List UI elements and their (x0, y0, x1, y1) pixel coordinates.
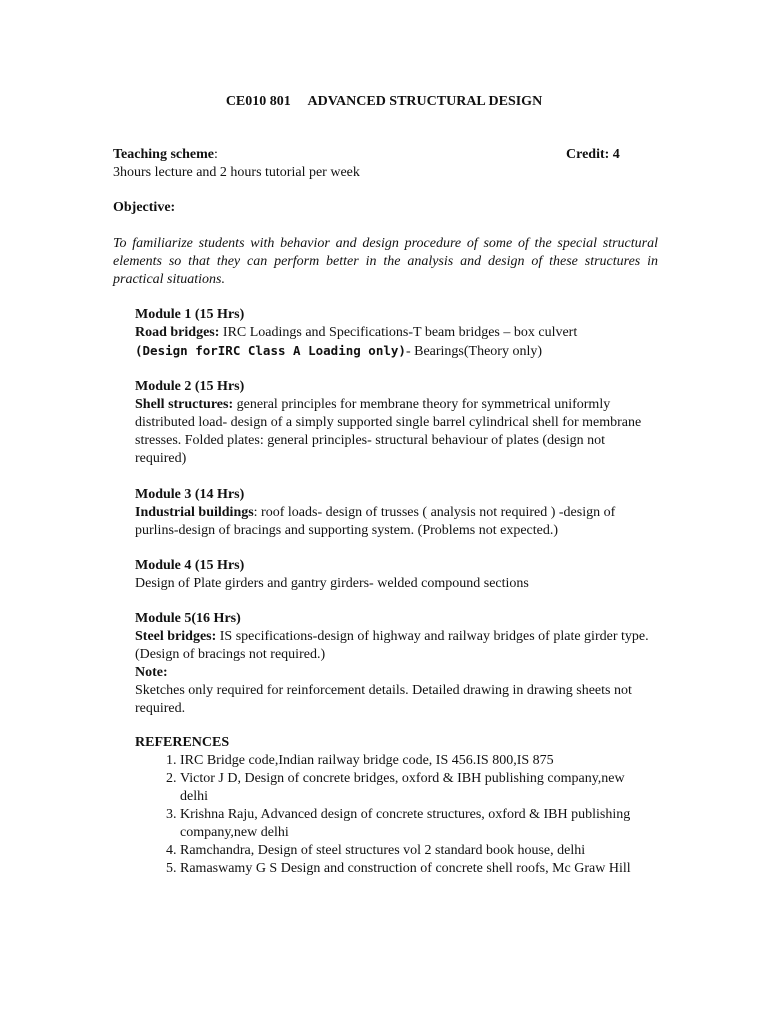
module-heading: Module 5(16 Hrs) (135, 611, 241, 626)
module-1 (135, 306, 650, 361)
module-text: general principles for membrane theory for symmetrical uniformly distributed load- design of a simply supported single barrel cylindrical shell for membrane stresses. Folded plates: general principles- structural behaviour of plates (design not required) (135, 397, 642, 466)
module-heading: Module 4 (15 Hrs) (135, 558, 245, 573)
module-text: IRC Loadings and Specifications-T beam bridges – box culvert (219, 325, 578, 340)
module-design-note: (Design forIRC Class A Loading only) (135, 343, 406, 358)
module-text: IS specifications-design of highway and railway bridges of plate girder type.(Design of bracings not required.) (135, 629, 649, 662)
reference-item: 1. IRC Bridge code,Indian railway bridge code, IS 456.IS 800,IS 875 (180, 752, 655, 770)
course-name: ADVANCED STRUCTURAL DESIGN (307, 94, 543, 109)
teaching-scheme-colon: : (213, 147, 218, 162)
module-3 (135, 486, 650, 540)
module-topic: Steel bridges: (135, 629, 217, 644)
page-title (0, 93, 768, 111)
course-code: CE010 801 (225, 94, 291, 109)
module-heading: Module 2 (15 Hrs) (135, 379, 245, 394)
module-text: Design of Plate girders and gantry girders- welded compound sections (135, 576, 529, 591)
module-heading: Module 1 (15 Hrs) (135, 307, 245, 322)
reference-item: 3. Krishna Raju, Advanced design of concrete structures, oxford & IBH publishing company,new delhi (180, 806, 655, 842)
note-text: Sketches only required for reinforcement details. Detailed drawing in drawing sheets not required. (135, 683, 632, 716)
reference-item: 2. Victor J D, Design of concrete bridges, oxford & IBH publishing company,new delhi (180, 770, 655, 806)
reference-item: 5. Ramaswamy G S Design and construction of concrete shell roofs, Mc Graw Hill (180, 860, 655, 878)
references-heading: REFERENCES (135, 735, 230, 750)
reference-item: 4. Ramchandra, Design of steel structures vol 2 standard book house, delhi (180, 842, 655, 860)
module-topic: Industrial buildings (135, 505, 254, 520)
module-topic: Road bridges: (135, 325, 220, 340)
objective-heading: Objective: (113, 200, 176, 215)
module-text-continued: - Bearings(Theory only) (405, 344, 543, 359)
credit-label: Credit: 4 (566, 147, 620, 162)
references (135, 734, 655, 878)
module-text: : roof loads- design of trusses ( analysis not required ) -design of purlins-design of bracings and supporting system. (Problems not expected.) (135, 505, 616, 538)
module-2 (135, 378, 650, 468)
module-5 (135, 610, 650, 718)
module-heading: Module 3 (14 Hrs) (135, 487, 245, 502)
objective-text: To familiarize students with behavior and design procedure of some of the special structural elements so that they can perform better in the analysis and design of these structures in practical situations. (113, 236, 658, 287)
note-heading: Note: (135, 665, 168, 680)
teaching-hours: 3hours lecture and 2 hours tutorial per week (113, 165, 360, 180)
module-topic: Shell structures: (135, 397, 234, 412)
teaching-scheme-label: Teaching scheme (113, 147, 214, 162)
references-list (135, 752, 655, 878)
module-4 (135, 557, 650, 593)
